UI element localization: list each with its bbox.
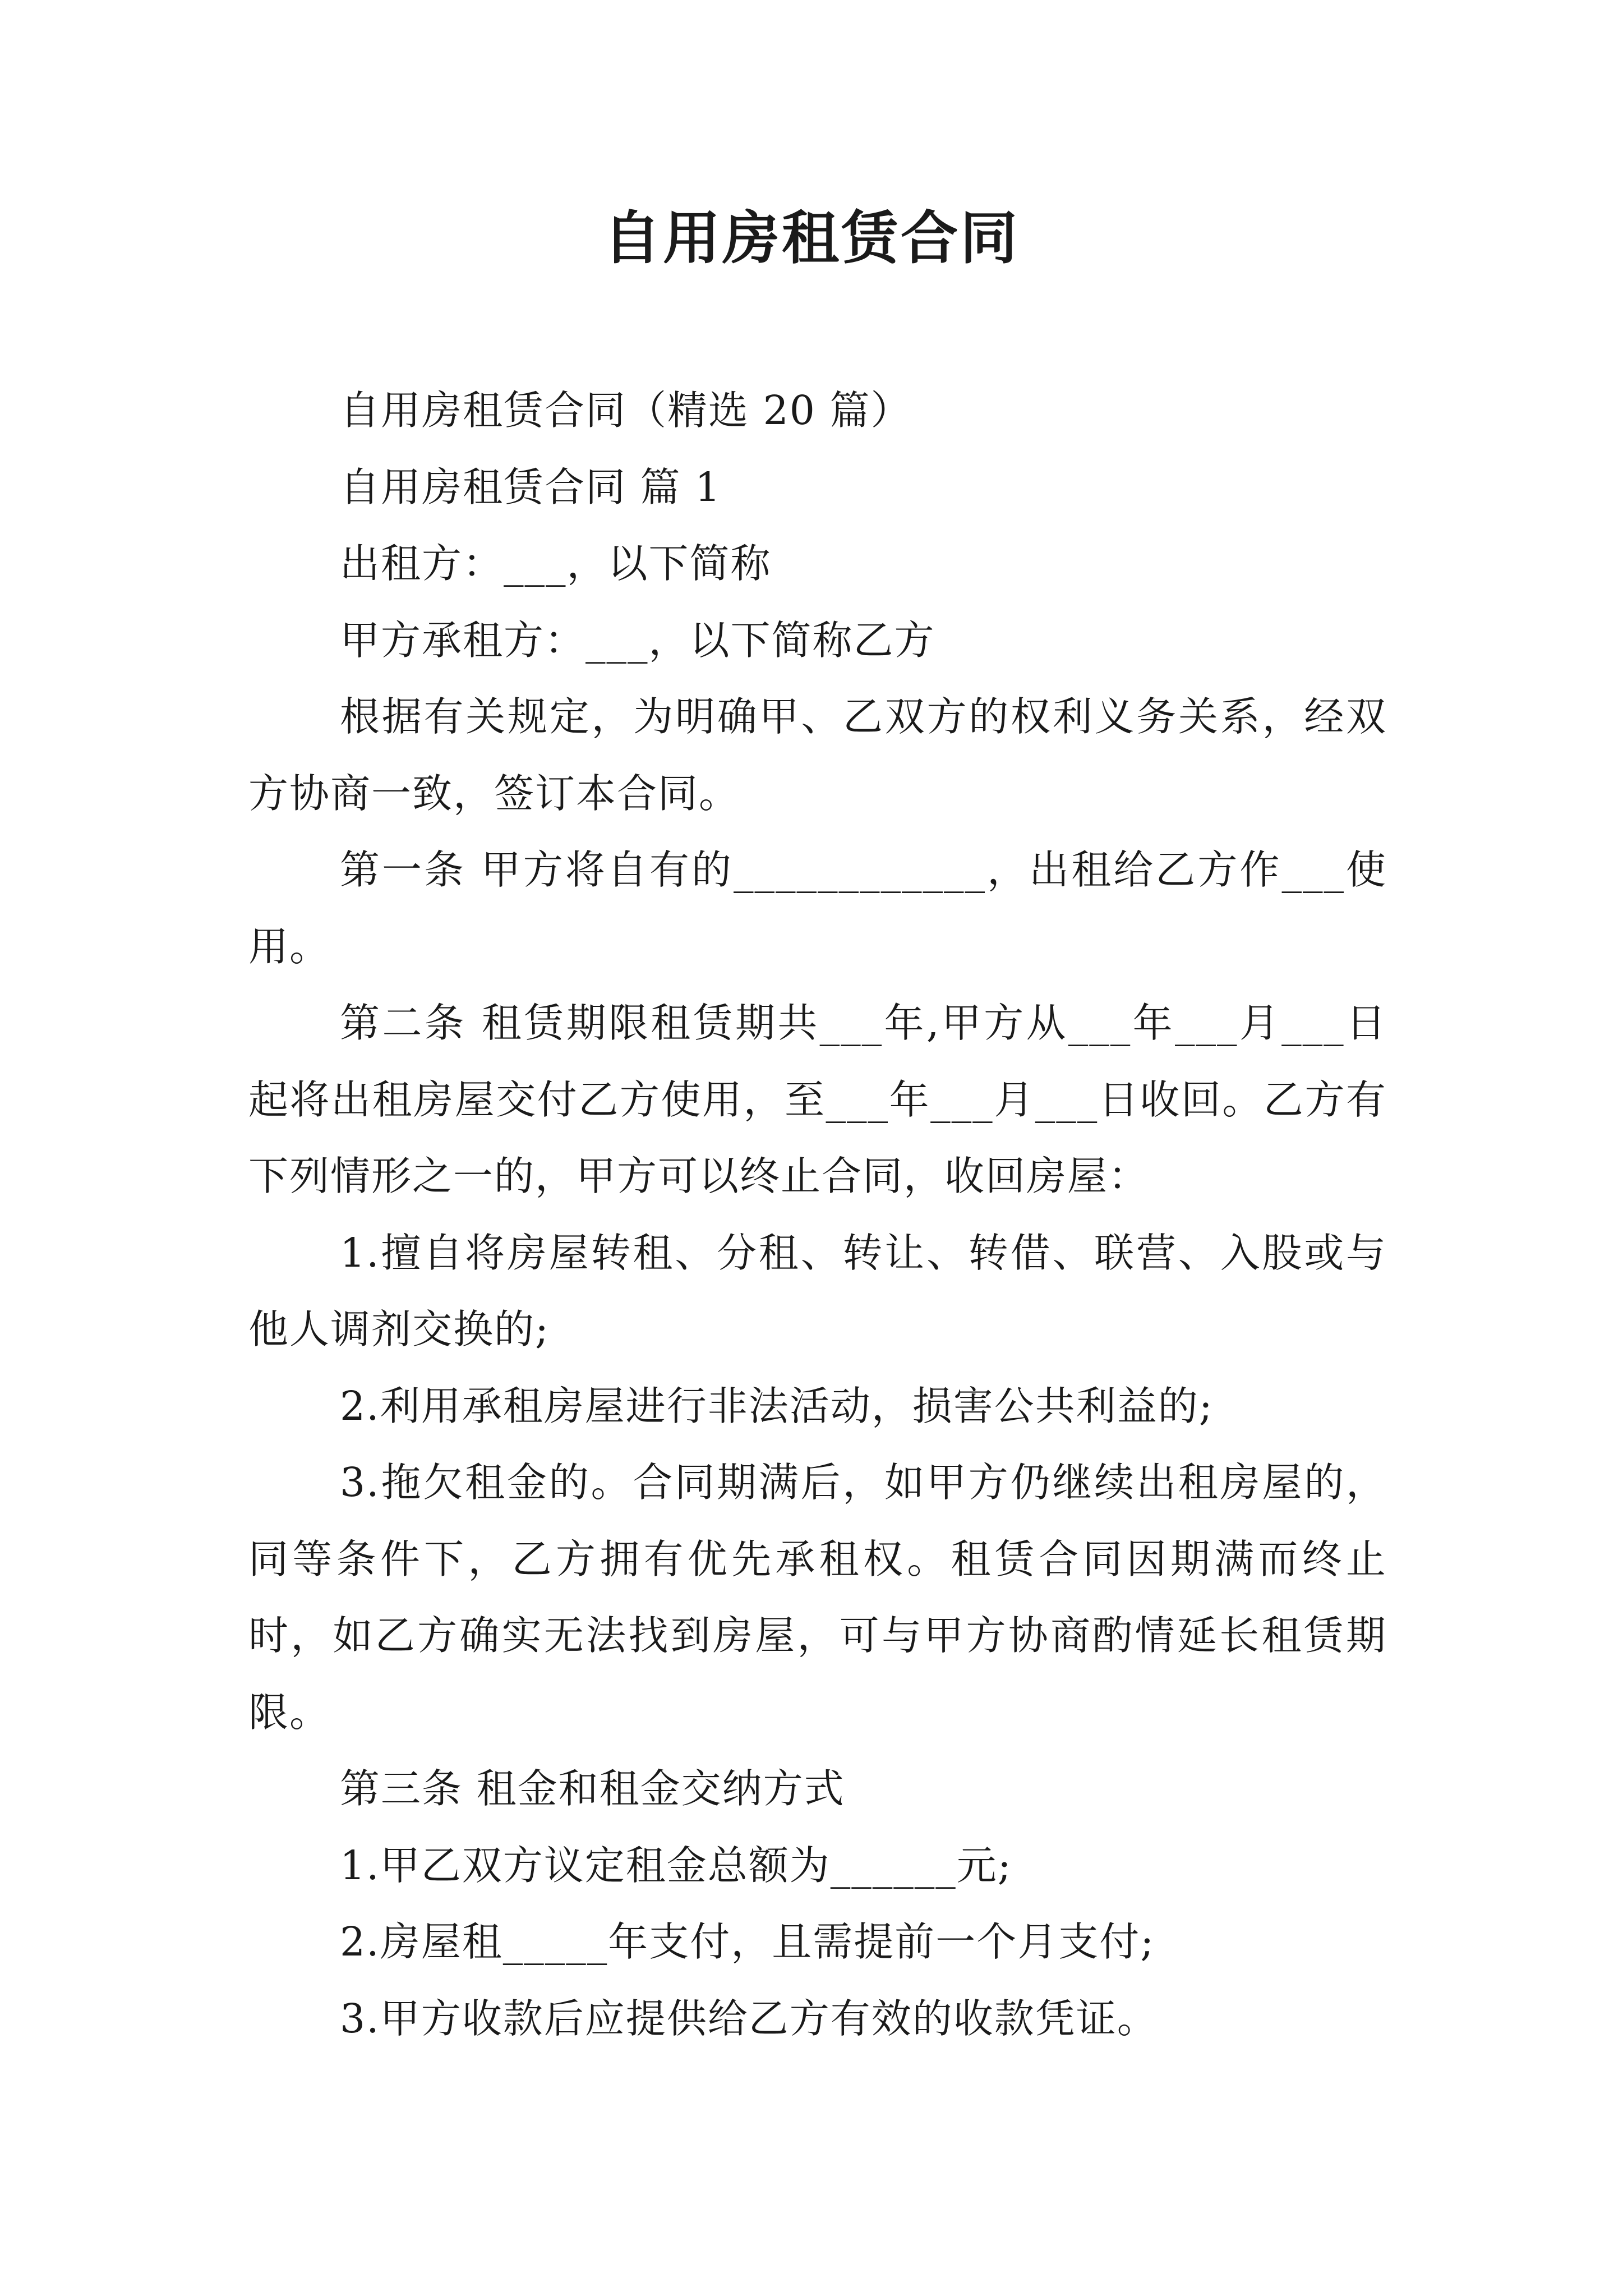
document-title: 自用房租赁合同 <box>603 205 1020 272</box>
paragraph-preamble: 根据有关规定，为明确甲、乙双方的权利义务关系，经双方协商一致，签订本合同。 <box>248 693 1387 817</box>
paragraph-rent-3: 3.甲方收款后应提供给乙方有效的收款凭证。 <box>340 1995 1158 2042</box>
paragraph-clause-1: 1.擅自将房屋转租、分租、转让、转借、联营、入股或与他人调剂交换的; <box>248 1229 1387 1352</box>
paragraph-section-heading: 自用房租赁合同 篇 1 <box>340 463 722 510</box>
paragraph-article-1: 第一条 甲方将自有的____________，出租给乙方作___使用。 <box>248 846 1387 970</box>
paragraph-rent-1: 1.甲乙双方议定租金总额为______元; <box>340 1842 1012 1889</box>
paragraph-subtitle: 自用房租赁合同（精选 20 篇） <box>340 387 912 434</box>
paragraph-article-2: 第二条 租赁期限租赁期共___年,甲方从___年___月___日起将出租房屋交付乙方使用，至___年___月___日收回。乙方有下列情形之一的，甲方可以终止合同，收回房屋： <box>248 1000 1387 1199</box>
document-body <box>248 372 1387 2057</box>
paragraph-article-3: 第三条 租金和租金交纳方式 <box>340 1765 845 1812</box>
paragraph-clause-3: 3.拖欠租金的。合同期满后，如甲方仍继续出租房屋的，同等条件下，乙方拥有优先承租权。租赁合同因期满而终止时，如乙方确实无法找到房屋，可与甲方协商酌情延长租赁期限。 <box>248 1459 1387 1736</box>
paragraph-clause-2: 2.利用承租房屋进行非法活动，损害公共利益的; <box>340 1382 1214 1429</box>
paragraph-lessee: 甲方承租方：___，以下简称乙方 <box>340 616 935 664</box>
paragraph-lessor: 出租方：___，以下简称 <box>340 540 772 587</box>
paragraph-rent-2: 2.房屋租_____年支付，且需提前一个月支付; <box>340 1918 1155 1965</box>
